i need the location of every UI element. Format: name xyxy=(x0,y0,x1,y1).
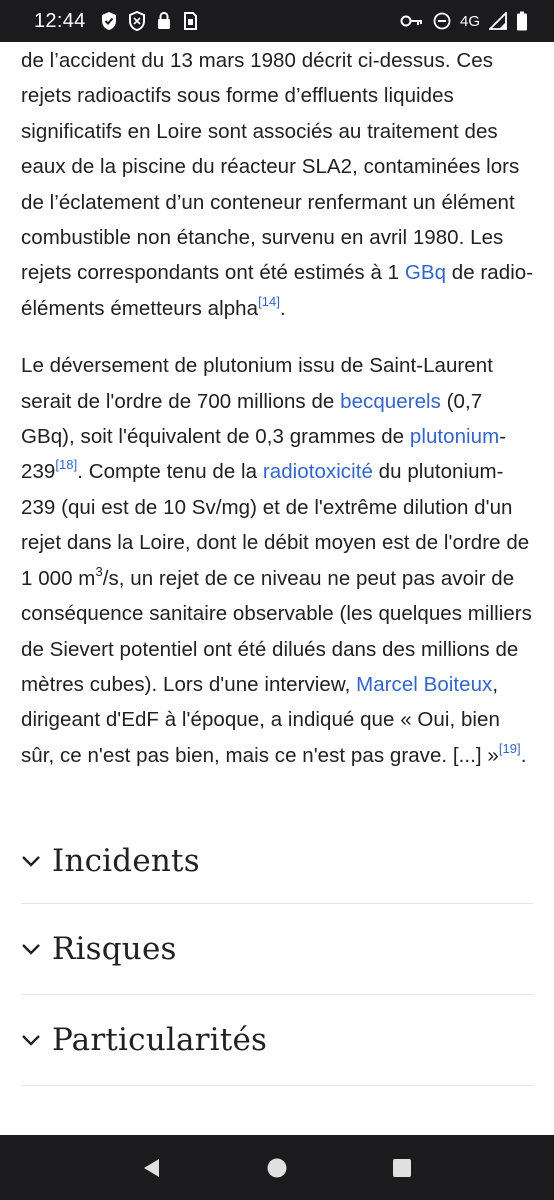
text: Le déversement de plutonium issu de Saint-Laurent serait de l'ordre de 700 millions de xyxy=(21,354,493,413)
shield-icon xyxy=(128,11,146,31)
shield-check-icon xyxy=(100,11,118,31)
chevron-down-icon xyxy=(21,850,43,872)
link-gbq[interactable]: GBq xyxy=(404,261,447,285)
section-title: Risques xyxy=(52,931,177,967)
reference-14[interactable]: [14] xyxy=(258,293,280,309)
text: de radio-éléments émetteurs alpha xyxy=(21,261,534,320)
back-icon xyxy=(141,1157,163,1179)
article-content xyxy=(21,42,536,773)
section-risques[interactable] xyxy=(21,904,533,995)
reference-18[interactable]: [18] xyxy=(55,457,78,473)
sim-card-icon xyxy=(182,11,198,31)
recents-button[interactable] xyxy=(372,1143,432,1193)
link-plutonium[interactable]: plutonium xyxy=(409,425,500,449)
chevron-down-icon xyxy=(21,938,43,960)
reference-19[interactable]: [19] xyxy=(498,740,521,756)
text: (0,7 GBq), soit l'équivalent de 0,3 grammes de xyxy=(21,389,483,449)
navigation-bar xyxy=(0,1135,554,1200)
back-button[interactable] xyxy=(122,1143,182,1193)
superscript-3: 3 xyxy=(95,563,103,579)
text: du plutonium-239 (qui est de 10 Sv/mg) et de l'extrême dilution d'un rejet dans la Loire, dont le débit moyen est de l'ordre de 1 000 m xyxy=(21,460,530,590)
text: de l’accident du 13 mars 1980 décrit ci-dessus. Ces rejets radioactifs sous forme d’effluents liquides significatifs en Loire sont associés au traitement des eaux de la piscine du réacteur SLA2, contaminées lors de l’éclatement d’un conteneur renfermant un élément combustible non étanche, survenu en avril 1980. Les rejets correspondants ont été estimés à 1 xyxy=(21,49,520,285)
text: . xyxy=(520,743,527,767)
home-button[interactable] xyxy=(247,1143,307,1193)
section-title: Particularités xyxy=(52,1022,268,1058)
system-icons xyxy=(400,11,528,31)
home-icon xyxy=(266,1157,288,1179)
collapsible-sections xyxy=(21,818,533,1146)
section-title: Incidents xyxy=(52,842,200,879)
network-type: 4G xyxy=(459,12,480,30)
key-icon xyxy=(400,14,424,28)
status-bar xyxy=(0,0,554,42)
text: /s, un rejet de ce niveau ne peut pas avoir de conséquence sanitaire observable (les quelques milliers de Sievert potentiel ont été dilués dans des millions de mètres cubes). Lors d'une interview, xyxy=(21,566,532,696)
text: . xyxy=(279,296,286,320)
section-incidents[interactable] xyxy=(21,818,533,904)
battery-icon xyxy=(516,11,528,31)
chevron-down-icon xyxy=(21,1029,43,1051)
text: -239 xyxy=(21,425,507,484)
paragraph-plutonium xyxy=(21,348,536,773)
section-particularites[interactable] xyxy=(21,995,533,1086)
link-becquerels[interactable]: becquerels xyxy=(340,389,441,413)
text: . Compte tenu de la xyxy=(77,460,263,484)
notification-icons xyxy=(100,11,198,31)
status-time: 12:44 xyxy=(34,9,86,32)
signal-icon xyxy=(489,12,507,30)
lock-icon xyxy=(156,11,172,31)
link-marcel-boiteux[interactable]: Marcel Boiteux xyxy=(356,672,493,696)
recents-icon xyxy=(391,1157,413,1179)
paragraph-rejets xyxy=(21,43,536,326)
do-not-disturb-icon xyxy=(433,12,451,30)
link-radiotoxicite[interactable]: radiotoxicité xyxy=(262,460,373,484)
text: , dirigeant d'EdF à l'époque, a indiqué que « Oui, bien sûr, ce n'est pas bien, mais ce n'est pas grave. [...] » xyxy=(21,672,500,767)
